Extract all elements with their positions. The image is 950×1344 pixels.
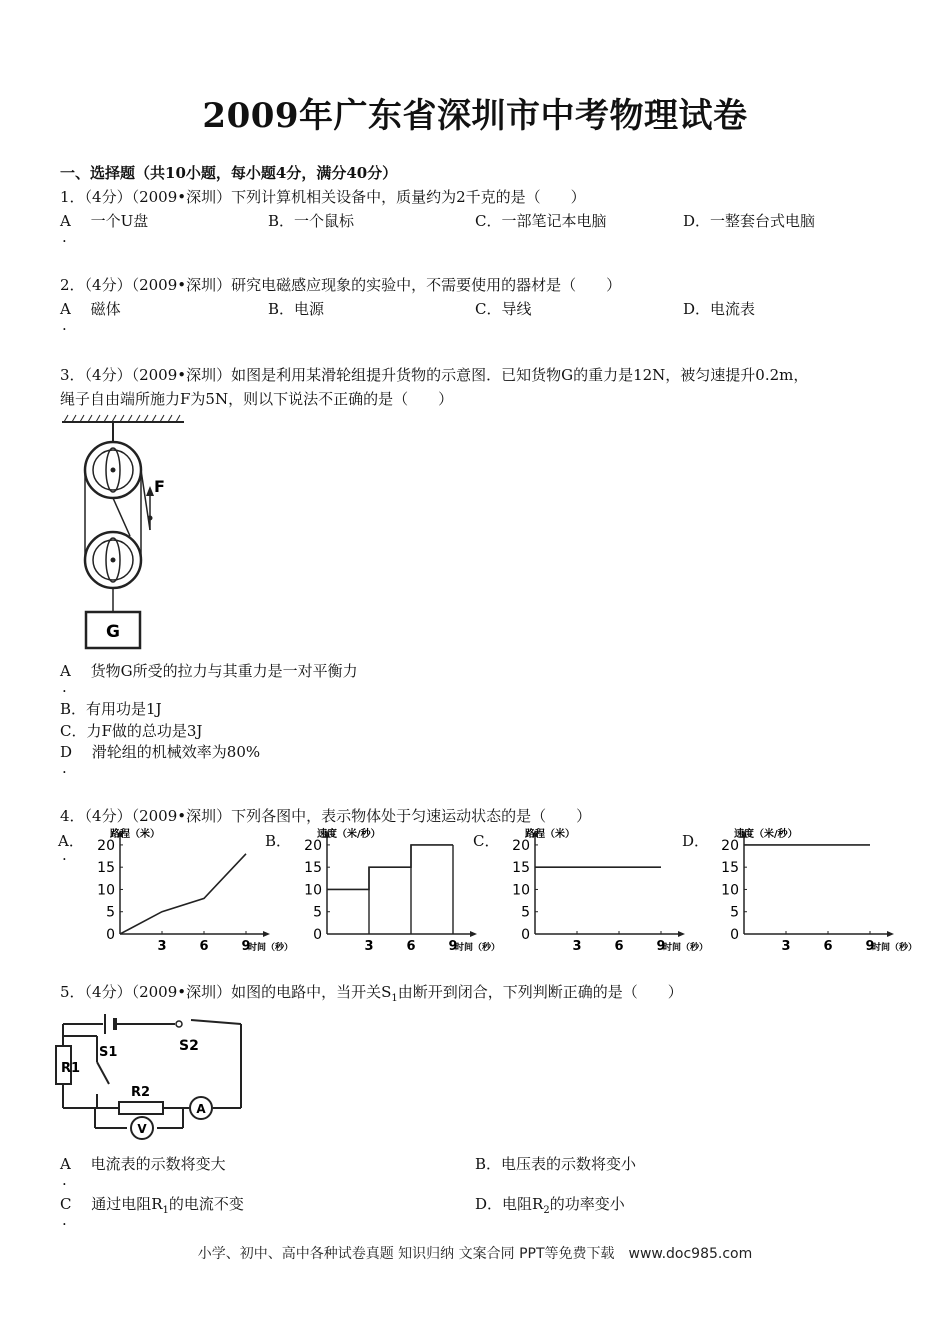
q5-option-c: C 通过电阻$R_1$的电流不变 xyxy=(60,1195,244,1216)
y-tick-label: 20 xyxy=(512,837,530,854)
q2-option-b: B．电源 xyxy=(268,300,325,318)
y-tick-label: 5 xyxy=(521,904,530,921)
y-tick-label: 5 xyxy=(730,904,739,921)
switch-s1-label: S1 xyxy=(99,1045,118,1060)
q5-stem-pre: 5．（4分）（2009•深圳）如图的电路中，当开关S xyxy=(60,983,392,1001)
q1-option-c-text: 一部笔记本电脑 xyxy=(501,212,607,230)
q5-stem-post: 由断开到闭合，下列判断正确的是（ ） xyxy=(397,983,683,1001)
q5-option-c-pre: 通过电阻R xyxy=(91,1195,163,1213)
x-tick-label: 6 xyxy=(406,939,416,954)
x-tick-label: 3 xyxy=(364,939,374,954)
y-tick-label: 20 xyxy=(304,837,322,854)
q1-option-b: B．一个鼠标 xyxy=(268,212,355,230)
q3-option-a-dot: . xyxy=(62,678,67,696)
ceiling-hatch xyxy=(64,415,180,422)
y-tick-label: 15 xyxy=(512,860,530,877)
movable-pulley xyxy=(85,532,141,588)
circuit-figure xyxy=(55,1010,250,1145)
q5-option-b: B．电压表的示数将变小 xyxy=(475,1155,637,1173)
x-tick-label: 9 xyxy=(865,939,875,954)
y-tick-label: 15 xyxy=(304,860,322,877)
y-tick-label: 10 xyxy=(304,882,322,899)
q2-option-b-text: 电源 xyxy=(294,300,325,318)
x-axis-title: 时间（秒） xyxy=(455,943,501,953)
y-axis-title: 速度（米/秒） xyxy=(734,829,798,840)
q2-option-c-text: 导线 xyxy=(501,300,532,318)
q4-graph-c xyxy=(491,826,709,954)
resistor-r2-label: R2 xyxy=(131,1085,151,1100)
q5-stem xyxy=(60,981,683,1004)
q4-option-d-letter: D． xyxy=(682,832,710,850)
x-axis-arrow xyxy=(678,931,685,937)
q5-option-c-sub: 1 xyxy=(162,1205,169,1216)
q1-option-d: D．一整套台式电脑 xyxy=(683,212,816,230)
y-tick-label: 15 xyxy=(97,860,115,877)
x-axis-arrow xyxy=(263,931,270,937)
y-tick-label: 10 xyxy=(97,882,115,899)
q5-option-a-text: 电流表的示数将变大 xyxy=(90,1155,226,1173)
y-tick-label: 15 xyxy=(721,860,739,877)
q2-option-d-text: 电流表 xyxy=(710,300,756,318)
q3-option-b: B．有用功是1J xyxy=(60,700,162,718)
q1-option-b-text: 一个鼠标 xyxy=(294,212,355,230)
q2-option-a-dot: . xyxy=(62,316,67,334)
q3-option-d: D 滑轮组的机械效率为80% xyxy=(60,743,261,761)
q5-option-c-post: 的电流不变 xyxy=(168,1195,244,1213)
q3-option-d-dot: . xyxy=(62,759,67,777)
q2-option-c: C．导线 xyxy=(475,300,532,318)
q4-option-c-letter: C． xyxy=(473,832,500,850)
q4-option-a-dot: . xyxy=(62,846,67,864)
q1-option-a-text: 一个U盘 xyxy=(90,212,149,230)
x-tick-label: 9 xyxy=(448,939,458,954)
y-tick-label: 0 xyxy=(313,927,322,943)
q5-option-d-sub: 2 xyxy=(543,1205,550,1216)
y-tick-label: 20 xyxy=(721,837,739,854)
voltmeter-label: V xyxy=(137,1122,147,1136)
q4-graph-b xyxy=(283,826,501,954)
y-axis-title: 速度（米/秒） xyxy=(317,829,381,840)
q1-option-c: C．一部笔记本电脑 xyxy=(475,212,607,230)
q4-option-b-letter: B． xyxy=(265,832,292,850)
q3-stem-line1: 3．（4分）（2009•深圳）如图是利用某滑轮组提升货物的示意图．已知货物G的重力是12N，被匀速提升0.2m， xyxy=(60,366,809,384)
q4-graph-d xyxy=(700,826,918,954)
q1-option-a: A 一个U盘 xyxy=(60,212,149,230)
y-axis-title: 路程（米） xyxy=(110,829,160,840)
q5-option-c-dot: . xyxy=(62,1211,67,1229)
q5-option-a: A 电流表的示数将变大 xyxy=(60,1155,226,1173)
series-line xyxy=(120,854,246,934)
q4-stem: 4．（4分）（2009•深圳）下列各图中，表示物体处于匀速运动状态的是（ ） xyxy=(60,807,592,825)
q5-option-b-text: 电压表的示数将变小 xyxy=(501,1155,637,1173)
y-tick-label: 0 xyxy=(106,927,115,943)
page-footer: 小学、初中、高中各种试卷真题 知识归纳 文案合同 PPT等免费下载 www.doc985.com xyxy=(197,1246,753,1262)
q5-option-d-pre: 电阻R xyxy=(502,1195,544,1213)
y-tick-label: 5 xyxy=(313,904,322,921)
q3-option-a-text: 货物G所受的拉力与其重力是一对平衡力 xyxy=(90,662,358,680)
q3-option-c: C．力F做的总功是3J xyxy=(60,722,203,740)
q5-stem-sub: 1 xyxy=(391,993,398,1004)
q2-option-d: D．电流表 xyxy=(683,300,756,318)
switch-s2-label: S2 xyxy=(179,1038,199,1054)
ammeter-label: A xyxy=(196,1102,206,1116)
x-axis-title: 时间（秒） xyxy=(248,943,294,953)
weight-label: G xyxy=(106,622,120,642)
y-tick-label: 0 xyxy=(730,927,739,943)
x-tick-label: 6 xyxy=(199,939,209,954)
q3-option-a: A 货物G所受的拉力与其重力是一对平衡力 xyxy=(60,662,358,680)
q5-option-d: D．电阻$R_2$的功率变小 xyxy=(475,1195,625,1216)
force-label: F xyxy=(154,477,165,496)
q2-option-a-text: 磁体 xyxy=(90,300,121,318)
x-tick-label: 3 xyxy=(781,939,791,954)
resistor-r2 xyxy=(119,1102,163,1114)
x-tick-label: 9 xyxy=(656,939,666,954)
q3-option-c-text: 力F做的总功是3J xyxy=(86,722,203,740)
section-heading: 一、选择题（共10小题，每小题4分，满分40分） xyxy=(60,164,398,182)
x-axis-arrow xyxy=(887,931,894,937)
q1-stem: 1．（4分）（2009•深圳）下列计算机相关设备中，质量约为2千克的是（ ） xyxy=(60,188,586,206)
x-tick-label: 6 xyxy=(823,939,833,954)
x-tick-label: 6 xyxy=(614,939,624,954)
q3-option-b-text: 有用功是1J xyxy=(86,700,162,718)
series-line xyxy=(327,845,453,890)
q2-option-a: A 磁体 xyxy=(60,300,121,318)
x-axis-title: 时间（秒） xyxy=(663,943,709,953)
q5-option-a-dot: . xyxy=(62,1171,67,1189)
fixed-pulley xyxy=(85,442,141,498)
q1-option-d-text: 一整套台式电脑 xyxy=(710,212,816,230)
q3-stem-line2: 绳子自由端所施力F为5N，则以下说法不正确的是（ ） xyxy=(60,390,454,408)
switch-s2-contact xyxy=(176,1021,182,1027)
y-axis-title: 路程（米） xyxy=(525,829,575,840)
y-tick-label: 5 xyxy=(106,904,115,921)
y-tick-label: 0 xyxy=(521,927,530,943)
q3-option-d-text: 滑轮组的机械效率为80% xyxy=(91,743,261,761)
x-axis-arrow xyxy=(470,931,477,937)
pulley-system-figure xyxy=(58,412,198,657)
x-tick-label: 9 xyxy=(241,939,251,954)
page-title: 2009年广东省深圳市中考物理试卷 xyxy=(202,96,748,136)
x-tick-label: 3 xyxy=(157,939,167,954)
x-axis-title: 时间（秒） xyxy=(872,943,918,953)
q5-option-d-post: 的功率变小 xyxy=(549,1195,625,1213)
q4-option-a-letter: A． xyxy=(58,832,84,850)
q1-option-a-dot: . xyxy=(62,228,67,246)
x-tick-label: 3 xyxy=(572,939,582,954)
y-tick-label: 10 xyxy=(512,882,530,899)
q4-graph-a xyxy=(76,826,294,954)
y-tick-label: 10 xyxy=(721,882,739,899)
y-tick-label: 20 xyxy=(97,837,115,854)
q2-stem: 2．（4分）（2009•深圳）研究电磁感应现象的实验中，不需要使用的器材是（ ） xyxy=(60,276,622,294)
resistor-r1-label: R1 xyxy=(61,1061,81,1076)
